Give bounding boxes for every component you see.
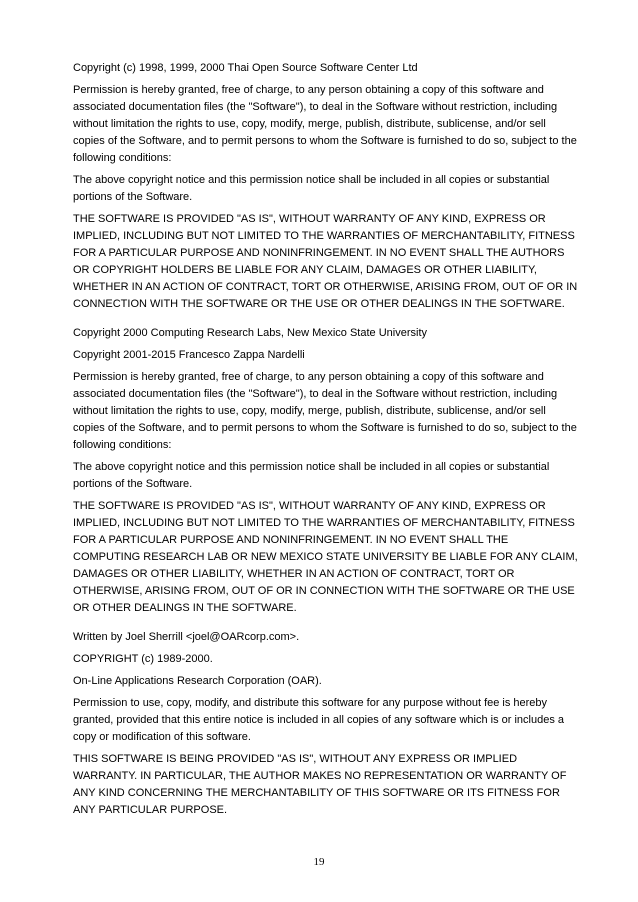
copyright-line: Copyright 2000 Computing Research Labs, New Mexico State University [73,327,427,339]
permission-paragraph: Permission to use, copy, modify, and distribute this software for any purpose without fee is hereby granted, provided that this entire notice is included in all copies of any software which is or includes a copy or modification of this software. [73,697,564,743]
permission-paragraph: Permission is hereby granted, free of charge, to any person obtaining a copy of this software and associated documentation files (the "Software"), to deal in the Software without restriction, including without limitation the rights to use, copy, modify, merge, publish, distribute, sublicense, and/or sell copies of the Software, and to permit persons to whom the Software is furnished to do so, subject to the following conditions: [73,371,577,451]
copyright-line: COPYRIGHT (c) 1989-2000. [73,653,213,665]
warranty-disclaimer: THIS SOFTWARE IS BEING PROVIDED "AS IS", WITHOUT ANY EXPRESS OR IMPLIED WARRANTY. IN PARTICULAR, THE AUTHOR MAKES NO REPRESENTATION OR WARRANTY OF ANY KIND CONCERNING THE MERCHANTABILITY OF THIS SOFTWARE OR ITS FITNESS FOR ANY PARTICULAR PURPOSE. [73,753,567,816]
page-number: 19 [313,856,325,868]
copyright-line: Copyright (c) 1998, 1999, 2000 Thai Open Source Software Center Ltd [73,62,418,74]
notice-paragraph: The above copyright notice and this permission notice shall be included in all copies or substantial portions of the Software. [73,461,550,490]
warranty-disclaimer: THE SOFTWARE IS PROVIDED "AS IS", WITHOUT WARRANTY OF ANY KIND, EXPRESS OR IMPLIED, INCLUDING BUT NOT LIMITED TO THE WARRANTIES OF MERCHANTABILITY, FITNESS FOR A PARTICULAR PURPOSE AND NONINFRINGEMENT. IN NO EVENT SHALL THE AUTHORS OR COPYRIGHT HOLDERS BE LIABLE FOR ANY CLAIM, DAMAGES OR OTHER LIABILITY, WHETHER IN AN ACTION OF CONTRACT, TORT OR OTHERWISE, ARISING FROM, OUT OF OR IN CONNECTION WITH THE SOFTWARE OR THE USE OR OTHER DEALINGS IN THE SOFTWARE. [73,213,578,310]
author-line: Written by Joel Sherrill <joel@OARcorp.com>. [73,631,300,643]
document-page [73,60,578,824]
notice-paragraph: The above copyright notice and this permission notice shall be included in all copies or substantial portions of the Software. [73,174,550,203]
organization-line: On-Line Applications Research Corporation (OAR). [73,675,322,687]
warranty-disclaimer: THE SOFTWARE IS PROVIDED "AS IS", WITHOUT WARRANTY OF ANY KIND, EXPRESS OR IMPLIED, INCLUDING BUT NOT LIMITED TO THE WARRANTIES OF MERCHANTABILITY, FITNESS FOR A PARTICULAR PURPOSE AND NONINFRINGEMENT. IN NO EVENT SHALL THE COMPUTING RESEARCH LAB OR NEW MEXICO STATE UNIVERSITY BE LIABLE FOR ANY CLAIM, DAMAGES OR OTHER LIABILITY, WHETHER IN AN ACTION OF CONTRACT, TORT OR OTHERWISE, ARISING FROM, OUT OF OR IN CONNECTION WITH THE SOFTWARE OR THE USE OR OTHER DEALINGS IN THE SOFTWARE. [73,500,578,614]
permission-paragraph: Permission is hereby granted, free of charge, to any person obtaining a copy of this software and associated documentation files (the "Software"), to deal in the Software without restriction, including without limitation the rights to use, copy, modify, merge, publish, distribute, sublicense, and/or sell copies of the Software, and to permit persons to whom the Software is furnished to do so, subject to the following conditions: [73,84,577,164]
copyright-line: Copyright 2001-2015 Francesco Zappa Nardelli [73,349,305,361]
